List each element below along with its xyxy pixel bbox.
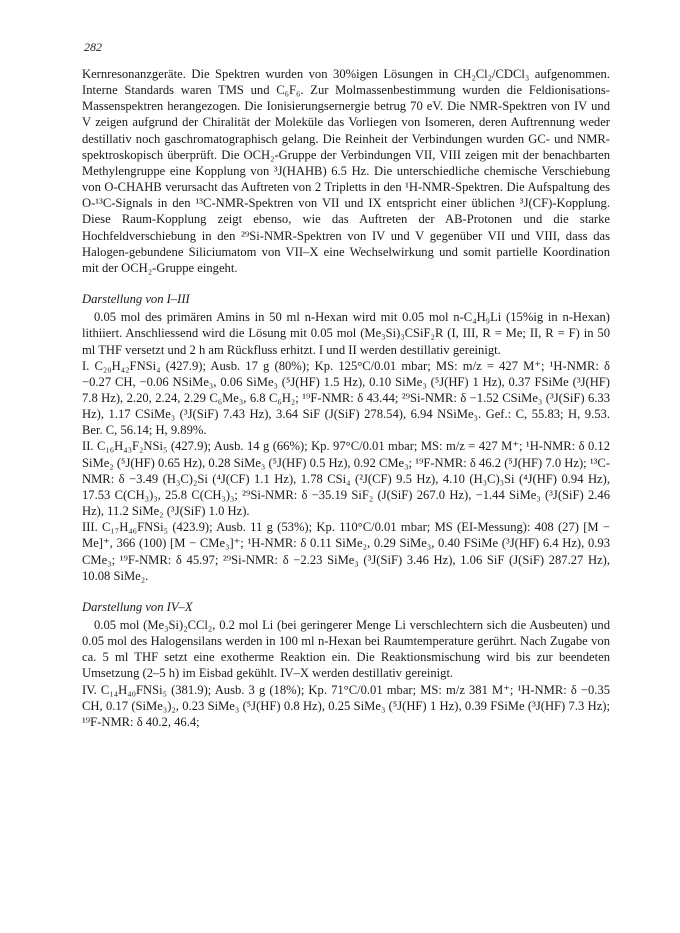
section-1-paragraph: 0.05 mol des primären Amins in 50 ml n-Hexan wird mit 0.05 mol n-C₄H₉Li (15%ig in n-Hexan) lithiiert. Anschliessend wird die Lösung mit 0.05 mol (Me₃Si)₃CSiF₂R (I, III, R = Me; II, R = F) in 50 ml THF versetzt und 2 h am Rückfluss erhitzt. I und II werden destillativ gereinigt. bbox=[82, 310, 610, 357]
section-2-paragraph: 0.05 mol (Me₃Si)₂CCl₂, 0.2 mol Li (bei geringerer Menge Li verschlechtern sich die Ausbeuten) und 0.05 mol des Halogensilans werden in 100 ml n-Hexan bei Raumtemperature gerührt. Nach Zugabe von ca. 5 ml THF setzt eine exotherme Reaktion ein. Die Reaktionsmischung wird bis zur beendeten Umsetzung (2–5 h) im Eisbad gekühlt. IV–X werden destillativ gereinigt. bbox=[82, 618, 610, 681]
section-heading-1: Darstellung von I–III bbox=[82, 292, 190, 307]
page-body bbox=[82, 66, 610, 730]
intro-paragraph: Kernresonanzgeräte. Die Spektren wurden von 30%igen Lösungen in CH₂Cl₂/CDCl₃ aufgenommen. Interne Standards waren TMS und C₆F₆. Zur Molmassenbestimmung wurden die Feldionisations-Massenspektren herangezogen. Die Ionisierungsernergie betrug 70 eV. Die NMR-Spektren von IV und V zeigen aufgrund der Chiralität der Moleküle das Vorliegen von Isomeren, deren Auftrennung weder destillativ noch gaschromatographisch gelang. Die Reinheit der Verbindungen wurden GC- und NMR-spektroskopisch überprüft. Die OCH₂-Gruppe der Verbindungen VII, VIII zeigen mit der benachbarten Methylengruppe eine Kopplung von ³J(HAHB) 6.5 Hz. Die unterschiedliche chemische Verschiebung von O-CHAHB verursacht das Auftreten von 2 Tripletts in den ¹H-NMR-Spektren. Die Aufspaltung des O-¹³C-Signals in den ¹³C-NMR-Spektren von VII und IX entspricht einer üblichen ³J(CF)-Kopplung. Diese Raum-Kopplung zeigt ebenso, wie das Auftreten der AB-Protonen und die starke Hochfeldverschiebung in den ²⁹Si-NMR-Spektren von IV und V gegenüber VII und VIII, dass das Halogen-gebundene Siliciumatom von VII–X eine Wechselwirkung und somit partielle Koordination mit der OCH₂-Gruppe eingeht. bbox=[82, 67, 610, 275]
compound-entry-4: IV. C₁₄H₄₀FNSi₅ (381.9); Ausb. 3 g (18%); Kp. 71°C/0.01 mbar; MS: m/z 381 M⁺; ¹H-NMR: δ −0.35 CH, 0.17 (SiMe₃)₂, 0.23 SiMe₃ (⁵J(HF) 0.8 Hz), 0.25 SiMe₃ (⁵J(HF) 1 Hz), 0.39 FSiMe (³J(HF) 7.3 Hz); ¹⁹F-NMR: δ 40.2, 46.4; bbox=[82, 682, 610, 729]
compound-entry-2: II. C₁₆H₄₃F₂NSi₅ (427.9); Ausb. 14 g (66%); Kp. 97°C/0.01 mbar; MS: m/z = 427 M⁺; ¹H-NMR: δ 0.12 SiMe₂ (⁵J(HF) 0.65 Hz), 0.28 SiMe₃ (⁵J(HF) 0.5 Hz), 0.92 CMe₃; ¹⁹F-NMR: δ 46.2 (⁵J(HF) 7.0 Hz); ¹³C-NMR: δ −3.49 (H₃C)₂Si (⁴J(CF) 1.1 Hz), 1.78 CSi₄ (²J(CF) 9.5 Hz), 4.10 (H₃C)₃Si (⁴J(HF) 0.94 Hz), 17.53 C(CH₃)₃, 25.8 C(CH₃)₃; ²⁹Si-NMR: δ −35.19 SiF₂ (J(SiF) 267.0 Hz), −1.44 SiMe₃ (³J(SiF) 2.46 Hz), 11.2 SiMe₂ (³J(SiF) 1.0 Hz). bbox=[82, 439, 610, 519]
compound-entry-1: I. C₂₀H₄₂FNSi₄ (427.9); Ausb. 17 g (80%); Kp. 125°C/0.01 mbar; MS: m/z = 427 M⁺; ¹H-NMR: δ −0.27 CH, −0.06 NSiMe₃, 0.06 SiMe₃ (⁵J(HF) 1.5 Hz), 0.10 SiMe₃ (⁵J(HF) 1 Hz), 0.37 FSiMe (³J(HF) 7.8 Hz), 2.20, 2.24, 2.29 C₆Me₃, 6.8 C₆H₂; ¹⁹F-NMR: δ 43.44; ²⁹Si-NMR: δ −1.52 CSiMe₃ (³J(SiF) 6.33 Hz), 1.17 CSiMe₃ (³J(SiF) 7.43 Hz), 3.64 SiF (J(SiF) 278.54), 6.94 NSiMe₃. Gef.: C, 55.83; H, 9.53. Ber. C, 56.14; H, 9.89%. bbox=[82, 358, 610, 438]
section-heading-2: Darstellung von IV–X bbox=[82, 599, 193, 614]
page-number: 282 bbox=[84, 40, 102, 54]
compound-entry-3: III. C₁₇H₄₆FNSi₅ (423.9); Ausb. 11 g (53%); Kp. 110°C/0.01 mbar; MS (EI-Messung): 408 (27) [M − Me]⁺, 366 (100) [M − CMe₃]⁺; ¹H-NMR: δ 0.11 SiMe₂, 0.29 SiMe₃, 0.40 FSiMe (³J(HF) 6.4 Hz), 0.93 CMe₃; ¹⁹F-NMR: δ 45.97; ²⁹Si-NMR: δ −2.23 SiMe₃ (³J(SiF) 3.46 Hz), 1.06 SiF (J(SiF) 287.27 Hz), 10.08 SiMe₂. bbox=[82, 520, 610, 583]
